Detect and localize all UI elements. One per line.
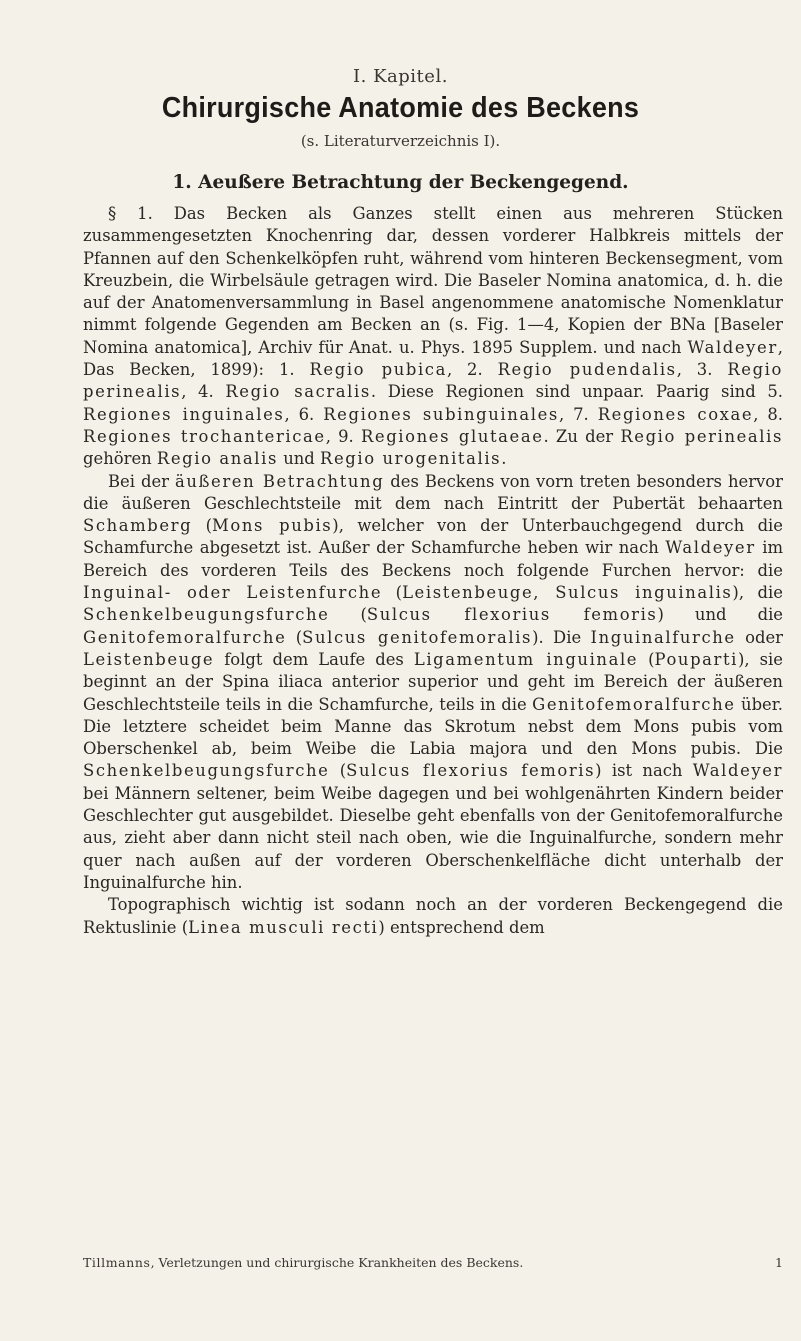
page-footer <box>83 1255 783 1270</box>
paragraph-1: § 1. Das Becken als Ganzes stellt einen aus mehreren Stücken zusammengesetzten Knochenring dar, dessen vorderer Halbkreis mittels der Pfannen auf den Schenkelköpfen ruht, während vom hinteren Beckensegment, vom Kreuzbein, die Wirbelsäule getragen wird. Die Baseler Nomina anatomica, d. h. die auf der Anatomenversammlung in Basel angenommene anatomische Nomenklatur nimmt folgende Gegenden am Becken an (s. Fig. 1—4, Kopien der BNa [Baseler Nomina anatomica], Archiv für Anat. u. Phys. 1895 Supplem. und nach Waldeyer, Das Becken, 1899): 1. Regio pubica, 2. Regio pudendalis, 3. Regio perinealis, 4. Regio sacralis. Diese Regionen sind unpaar. Paarig sind 5. Regiones inguinales, 6. Regiones subinguinales, 7. Regiones coxae, 8. Regiones trochantericae, 9. Regiones glutaeae. Zu der Regio perinealis gehören Regio analis und Regio urogenitalis. <box>83 204 783 469</box>
footer-author: Tillmanns <box>83 1255 151 1270</box>
paragraph-2: Bei der äußeren Betrachtung des Beckens von vorn treten besonders hervor die äußeren Geschlechtsteile mit dem nach Eintritt der Pubertät behaarten Schamberg (Mons pubis), welcher von der Unterbauchgegend durch die Schamfurche abgesetzt ist. Außer der Schamfurche heben wir nach Waldeyer im Bereich des vorderen Teils des Beckens noch folgende Furchen hervor: die Inguinal- oder Leistenfurche (Leistenbeuge, Sulcus inguinalis), die Schenkelbeugungsfurche (Sulcus flexorius femoris) und die Genitofemoralfurche (Sulcus genitofemoralis). Die Inguinalfurche oder Leistenbeuge folgt dem Laufe des Ligamentum inguinale (Pouparti), sie beginnt an der Spina iliaca anterior superior und geht im Bereich der äußeren Geschlechtsteile teils in die Schamfurche, teils in die Genitofemoralfurche über. Die letztere scheidet beim Manne das Skrotum nebst dem Mons pubis vom Oberschenkel ab, beim Weibe die Labia majora und den Mons pubis. Die Schenkelbeugungsfurche (Sulcus flexorius femoris) ist nach Waldeyer bei Männern seltener, beim Weibe dagegen und bei wohlgenährten Kindern beider Geschlechter gut ausgebildet. Dieselbe geht ebenfalls von der Genitofemoralfurche aus, zieht aber dann nicht steil nach oben, wie die Inguinalfurche, sondern mehr quer nach außen auf der vorderen Oberschenkelfläche dicht unterhalb der Inguinalfurche hin. <box>83 471 784 892</box>
section-heading: 1. Aeußere Betrachtung der Beckengegend. <box>172 172 629 193</box>
paragraph-3: Topographisch wichtig ist sodann noch an der vorderen Beckengegend die Rektuslinie (Linea musculi recti) entsprechend dem <box>83 895 783 937</box>
chapter-label: I. Kapitel. <box>353 66 448 87</box>
literature-reference-note: (s. Literaturverzeichnis I). <box>300 132 501 150</box>
footer-book-title: , Verletzungen und chirurgische Krankheiten des Beckens. <box>150 1255 524 1270</box>
body-text <box>83 203 783 939</box>
footer-citation <box>83 1255 523 1270</box>
page-title: Chirurgische Anatomie des Beckens <box>161 92 640 124</box>
page-number: 1 <box>775 1255 783 1270</box>
